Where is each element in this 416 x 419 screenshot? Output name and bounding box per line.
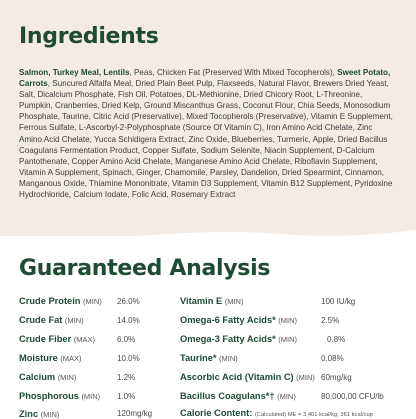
analysis-label: Bacillus Coagulans*† <box>180 391 275 401</box>
wave-divider <box>0 224 416 248</box>
analysis-unit: (MIN) <box>296 373 315 382</box>
analysis-row <box>19 391 100 401</box>
analysis-label: Crude Fat <box>19 315 63 325</box>
analysis-value: 60mg/kg <box>321 373 352 382</box>
analysis-value: 2.5% <box>321 316 340 325</box>
ingredients-text-1: , Peas, Chicken Fat (Preserved With Mixed Tocopherols), <box>129 68 338 77</box>
analysis-unit: (MIN) <box>64 316 84 325</box>
analysis-label: Calcium <box>19 372 56 382</box>
analysis-value: 100 IU/kg <box>321 297 356 306</box>
analysis-row <box>19 315 84 325</box>
analysis-row <box>180 315 297 325</box>
analysis-unit: (MIN) <box>40 410 60 419</box>
analysis-value: 120mg/kg <box>117 409 153 418</box>
analysis-row <box>180 334 297 344</box>
analysis-unit: (MIN) <box>277 392 296 401</box>
analysis-value: 6.0% <box>117 335 136 344</box>
analysis-value: 1.2% <box>117 373 136 382</box>
ingredients-list <box>19 67 395 200</box>
analysis-row <box>180 353 238 363</box>
ingredients-bold-lead: Salmon, Turkey Meal, Lentils <box>19 68 130 77</box>
analysis-value: 80,000,00 CFU/lb <box>321 392 384 401</box>
analysis-value: 26.0% <box>117 297 140 306</box>
analysis-unit: (MIN) <box>219 354 238 363</box>
analysis-value: 0.08% <box>321 354 344 363</box>
analysis-row <box>180 372 315 382</box>
analysis-label: Phosphorous <box>19 391 79 401</box>
analysis-label: Ascorbic Acid (Vitamin C) <box>180 372 294 382</box>
analysis-unit: (MIN) <box>57 373 77 382</box>
analysis-unit: (MIN) <box>224 297 244 306</box>
analysis-label: Omega-6 Fatty Acids* <box>180 315 276 325</box>
analysis-unit: (MAX) <box>60 354 82 363</box>
analysis-label: Omega-3 Fatty Acids* <box>180 334 276 344</box>
analysis-value: 1.0% <box>117 392 136 401</box>
analysis-unit: (MIN) <box>83 297 102 306</box>
analysis-unit: (MIN) <box>278 335 298 344</box>
analysis-title: Guaranteed Analysis <box>19 256 271 281</box>
analysis-unit: (MIN) <box>278 316 298 325</box>
analysis-label: Crude Fiber <box>19 334 72 344</box>
analysis-label: Crude Protein <box>19 296 81 306</box>
calorie-note: (Calculated) ME = 3,401 kcal/kg; 361 kcal/cup <box>254 412 373 418</box>
analysis-row <box>19 353 82 363</box>
analysis-value: 14.0% <box>117 316 140 325</box>
analysis-row <box>19 372 76 382</box>
analysis-row <box>19 334 95 344</box>
analysis-label: Moisture <box>19 353 58 363</box>
analysis-value: 0.8% <box>327 335 346 344</box>
analysis-row <box>19 296 102 306</box>
analysis-label: Zinc <box>19 409 39 419</box>
analysis-label: Taurine* <box>180 353 217 363</box>
analysis-row <box>180 391 296 401</box>
calorie-label: Calorie Content: <box>180 408 253 418</box>
analysis-label: Vitamin E <box>180 296 223 306</box>
ingredients-bold-mid: Sweet Potato, Carrots <box>19 68 391 89</box>
ingredients-text-2: , Suncured Alfalfa Meal, Dried Plain Beet Pulp, Flaxseeds, Natural Flavor, Brewers Dried Yeast, Salt, Dicalcium Phosphate, Fish Oil, Potatoes, DL-Methionine, Dried Chicory Root, L-Threonine, Pumpkin, Cranberries, Dried Kelp, Ground Miscanthus Grass, Coconut Flour, Chia Seeds, Monosodium Phosphate, Taurine, Citric Acid (Preservative), Mixed Tocopherols (Preservative), Vitamin E Supplement, Ferrous Sulfate, L-Ascorbyl-2-Polyphosphate (Source Of Vitamin C), Iron Amino Acid Chelate, Zinc Amino Acid Chelate, Yucca Schidigera Extract, Zinc Oxide, Blueberries, Turmeric, Apple, Dried Bacillus Coagulans Fermentation Product, Copper Sulfate, Sodium Selenite, Niacin Supplement, D-Calcium Pantothenate, Copper Amino Acid Chelate, Manganese Amino Acid Chelate, Riboflavin Supplement, Vitamin A Supplement, Spinach, Ginger, Chamomile, Parsley, Dandelion, Dried Spearmint, Cinnamon, Manganous Oxide, Thiamine Mononitrate, Vitamin D3 Supplement, Vitamin B12 Supplement, Pyridoxine Hydrochloride, Calcium Iodate, Folic Acid, Rosemary Extract <box>19 79 393 200</box>
ingredients-title: Ingredients <box>19 24 159 49</box>
analysis-row <box>19 409 59 419</box>
analysis-row <box>180 296 243 306</box>
analysis-unit: (MAX) <box>73 335 95 344</box>
analysis-unit: (MIN) <box>81 392 101 401</box>
calorie-row <box>180 408 373 418</box>
analysis-value: 10.0% <box>117 354 140 363</box>
